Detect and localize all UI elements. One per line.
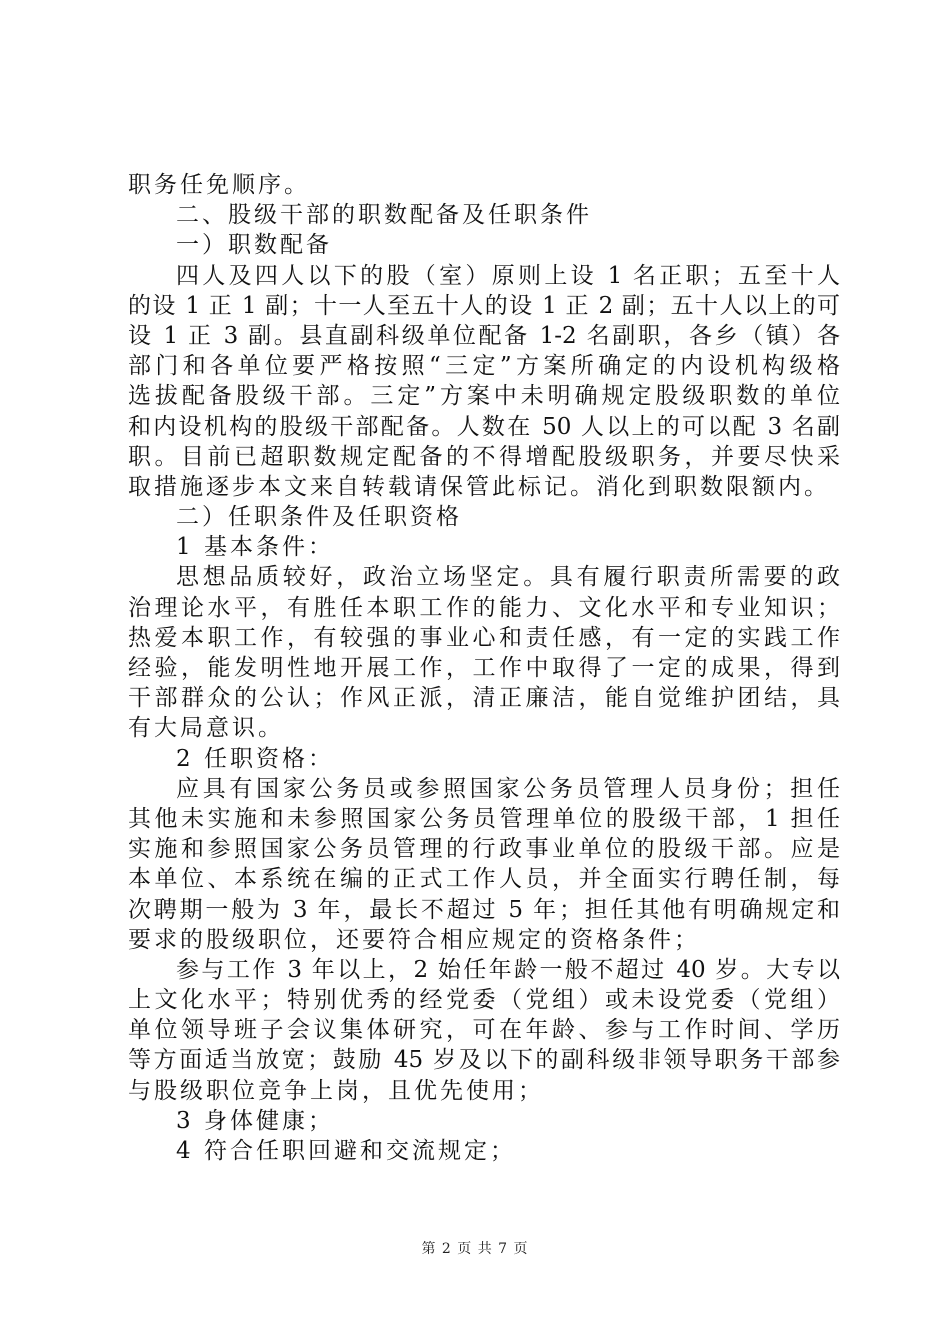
page-footer: 第 2 页 共 7 页 [421,1241,529,1257]
paragraph-line: 治理论水平，有胜任本职工作的能力、文化水平和专业知识； [128,594,840,621]
paragraph-line: 的设 1 正 1 副；十一人至五十人的设 1 正 2 副；五十人以上的可 [128,292,840,319]
paragraph-line: 一）职数配备 [176,232,332,259]
paragraph-line: 3 身体健康； [176,1107,334,1134]
paragraph-line: 职。目前已超职数规定配备的不得增配股级职务，并要尽快采 [128,443,840,470]
paragraph-line: 2 任职资格： [176,745,334,772]
paragraph-line: 实施和参照国家公务员管理的行政事业单位的股级干部。应是 [128,836,840,863]
paragraph-line: 与股级职位竞争上岗，且优先使用； [128,1077,544,1104]
paragraph-line: 部门和各单位要严格按照“三定”方案所确定的内设机构级格 [128,353,840,380]
paragraph-line: 干部群众的公认；作风正派，清正廉洁，能自觉维护团结，具 [128,685,840,712]
paragraph-line: 4 符合任职回避和交流规定； [176,1138,516,1164]
paragraph-line: 参与工作 3 年以上，2 始任年龄一般不超过 40 岁。大专以 [176,956,840,983]
paragraph-line: 应具有国家公务员或参照国家公务员管理人员身份；担任 [176,775,840,802]
paragraph-line: 要求的股级职位，还要符合相应规定的资格条件； [128,926,700,953]
paragraph-line: 和内设机构的股级干部配备。人数在 50 人以上的可以配 3 名副 [128,413,840,440]
paragraph-line: 职务任免顺序。 [128,172,310,198]
paragraph-line: 二、股级干部的职数配备及任职条件 [176,202,592,229]
paragraph-line: 热爱本职工作，有较强的事业心和责任感，有一定的实践工作 [128,624,840,651]
paragraph-line: 其他未实施和未参照国家公务员管理单位的股级干部，1 担任 [128,805,840,832]
paragraph-line: 二）任职条件及任职资格 [176,504,462,531]
paragraph-line: 次聘期一般为 3 年，最长不超过 5 年；担任其他有明确规定和 [128,896,840,923]
paragraph-line: 经验，能发明性地开展工作，工作中取得了一定的成果，得到 [128,655,840,681]
paragraph-line: 1 基本条件： [176,534,334,561]
paragraph-line: 上文化水平；特别优秀的经党委（党组）或未设党委（党组） [128,987,840,1014]
paragraph-line: 等方面适当放宽；鼓励 45 岁及以下的副科级非领导职务干部参 [128,1047,840,1074]
document-body [128,170,840,1166]
paragraph-line: 选拔配备股级干部。三定”方案中未明确规定股级职数的单位 [128,383,840,410]
paragraph-line: 单位领导班子会议集体研究，可在年龄、参与工作时间、学历 [128,1017,840,1044]
paragraph-line: 思想品质较好，政治立场坚定。具有履行职责所需要的政 [176,564,840,591]
paragraph-line: 设 1 正 3 副。县直副科级单位配备 1-2 名副职，各乡（镇）各 [128,322,840,349]
paragraph-line: 有大局意识。 [128,715,284,742]
paragraph-line: 四人及四人以下的股（室）原则上设 1 名正职；五至十人 [176,262,840,289]
paragraph-line: 取措施逐步本文来自转载请保管此标记。消化到职数限额内。 [128,473,830,500]
paragraph-line: 本单位、本系统在编的正式工作人员，并全面实行聘任制，每 [128,866,840,893]
